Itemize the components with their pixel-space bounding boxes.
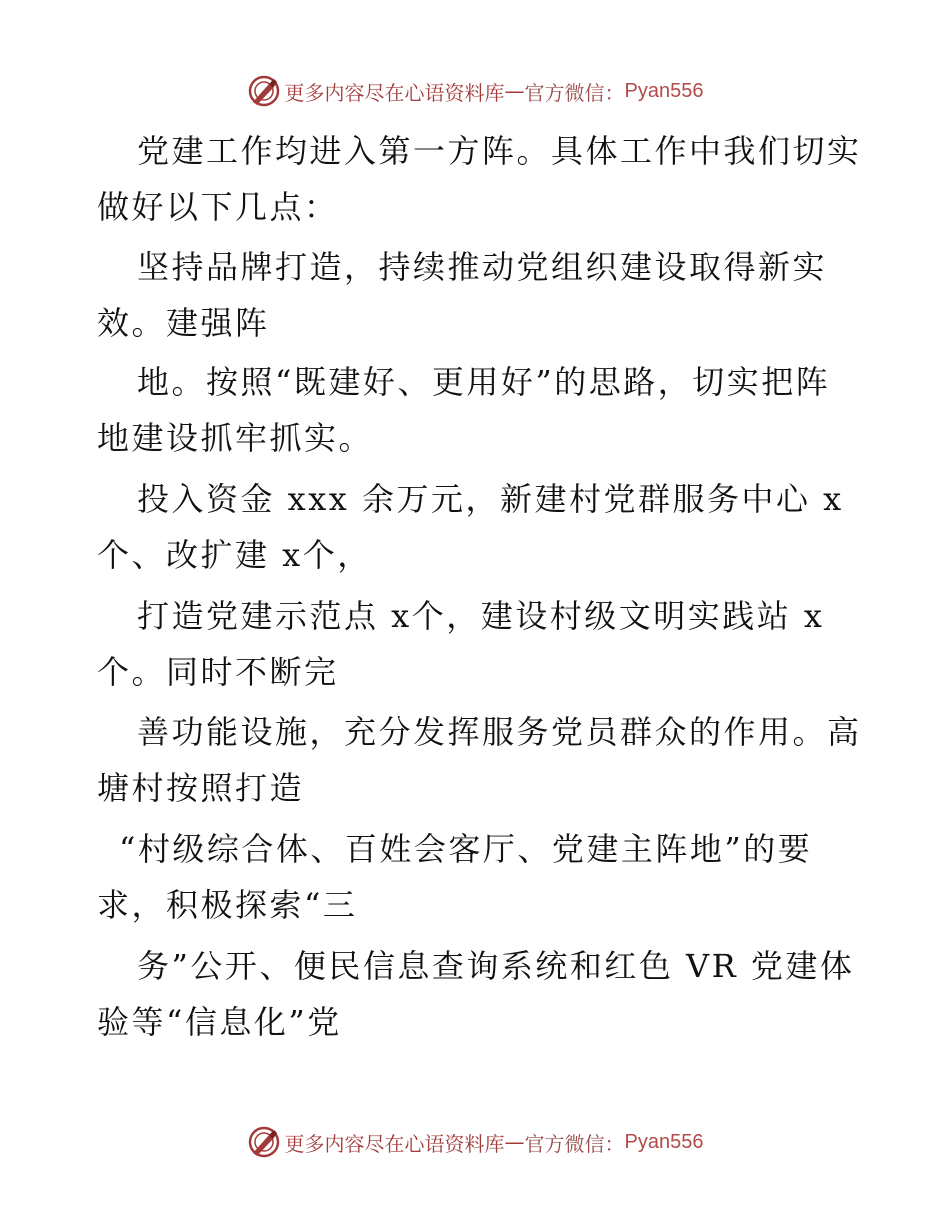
watermark-site-text: 更多内容尽在心语资料库 bbox=[284, 80, 505, 105]
paragraph-line: 地。按照“既建好、更用好”的思路，切实把阵 bbox=[137, 363, 831, 401]
watermark-official-label: 官方微信： bbox=[524, 1131, 625, 1156]
watermark-site-text: 更多内容尽在心语资料库 bbox=[284, 1131, 505, 1156]
footer-watermark bbox=[0, 1125, 950, 1159]
paragraph-line: 投入资金 xxx 余万元，新建村党群服务中心 x bbox=[137, 480, 844, 518]
paragraph-line: 务”公开、便民信息查询系统和红色 VR 党建体 bbox=[137, 947, 855, 985]
paragraph-line: 坚持品牌打造，持续推动党组织建设取得新实 bbox=[137, 248, 828, 286]
paragraph-line: 验等“信息化”党 bbox=[97, 1003, 342, 1041]
paragraph-line: 效。建强阵 bbox=[97, 304, 270, 342]
paragraph-line: “村级综合体、百姓会客厅、党建主阵地”的要 bbox=[119, 830, 813, 868]
paragraph-line: 做好以下几点： bbox=[97, 188, 339, 226]
pen-logo-icon bbox=[247, 1125, 281, 1159]
header-watermark bbox=[0, 74, 950, 108]
paragraph-line: 个。同时不断完 bbox=[97, 653, 339, 691]
watermark-official-label: 官方微信： bbox=[524, 80, 625, 105]
paragraph-line: 地建设抓牢抓实。 bbox=[97, 419, 374, 457]
watermark-dash: — bbox=[504, 79, 525, 103]
watermark-dash: — bbox=[504, 1130, 525, 1154]
paragraph-line: 塘村按照打造 bbox=[97, 769, 305, 807]
watermark-wechat-id: Pyan556 bbox=[624, 1130, 704, 1153]
watermark-wechat-id: Pyan556 bbox=[624, 79, 704, 102]
paragraph-line: 打造党建示范点 x个，建设村级文明实践站 x bbox=[137, 597, 825, 635]
paragraph-line: 求，积极探索“三 bbox=[97, 886, 358, 924]
paragraph-line: 个、改扩建 x个， bbox=[97, 536, 372, 574]
paragraph-line: 党建工作均进入第一方阵。具体工作中我们切实 bbox=[137, 132, 862, 170]
paragraph-line: 善功能设施，充分发挥服务党员群众的作用。高 bbox=[137, 713, 862, 751]
pen-logo-icon bbox=[247, 74, 281, 108]
